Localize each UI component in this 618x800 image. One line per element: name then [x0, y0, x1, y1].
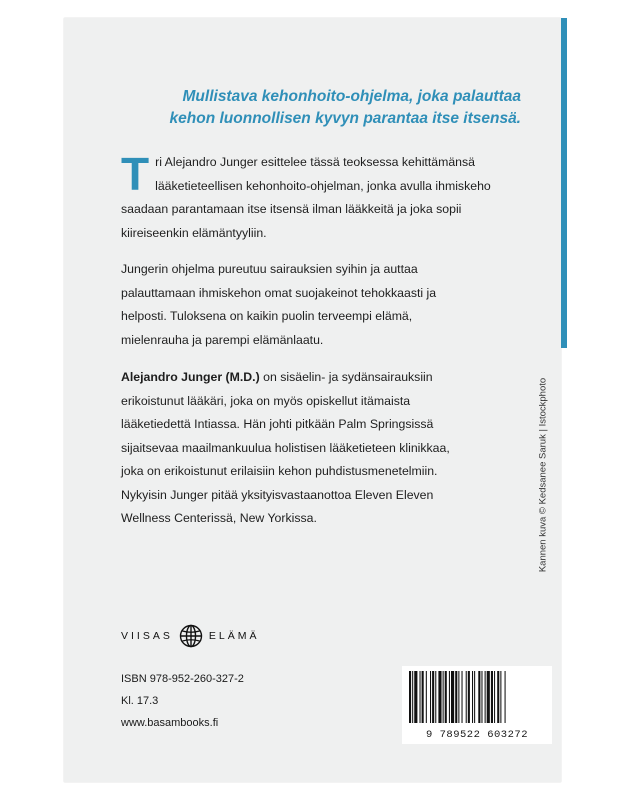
- isbn-text: ISBN 978-952-260-327-2: [121, 673, 244, 685]
- barcode-bar: [426, 671, 427, 723]
- barcode-bar: [474, 671, 475, 723]
- barcode-bar: [500, 671, 501, 723]
- program-paragraph: Jungerin ohjelma pureutuu sairauksien syihin ja auttaa palauttamaan ihmiskehon omat suojakeinot tehokkaasti ja helposti. Tuloksena on kaikin puolin terveempi elämä, mielenrauha ja parempi elämänlaatu.: [121, 262, 437, 347]
- barcode-bar: [432, 671, 434, 723]
- intro-text: ri Alejandro Junger esittelee tässä teoksessa kehittämänsä lääketieteellisen kehonhoito-ohjelman, jonka avulla ihmiskeho saadaan parantamaan itse itsensä ilman lääkkeitä ja joka sopii kiireiseenkin elämäntyyliin.: [121, 155, 491, 240]
- barcode-bar: [420, 671, 421, 723]
- classification-text: Kl. 17.3: [121, 695, 159, 707]
- barcode-bar: [481, 671, 482, 723]
- barcode-bar: [472, 671, 473, 723]
- globe-logo-icon: [179, 624, 203, 648]
- barcode-bar: [487, 671, 490, 723]
- barcode-bar: [409, 671, 411, 723]
- barcode-bar: [497, 671, 499, 723]
- author-paragraph: [121, 366, 451, 531]
- barcode-bar: [451, 671, 454, 723]
- barcode-bar: [445, 671, 447, 723]
- publisher-name-right: ELÄMÄ: [208, 630, 260, 642]
- publisher-logo: [121, 624, 259, 648]
- website-link[interactable]: www.basambooks.fi: [121, 717, 219, 729]
- barcode-bar: [412, 671, 413, 723]
- cover-content: [64, 18, 561, 782]
- author-bio: on sisäelin- ja sydänsairauksiin erikoistunut lääkäri, joka on myös opiskellut itämaista lääketiedettä Intiassa. Hän johti pitkään Palm Springsissä sijaitsevaa maailmankuulua holistisen lääketieteen klinikkaa, joka on erikoistunut erilaisiin kehon puhdistusmenetelmiin. Nykyisin Junger pitää yksityisvastaanottoa Eleven Eleven Wellness Centerissä, New Yorkissa.: [121, 370, 450, 525]
- intro-paragraph: [121, 148, 531, 245]
- barcode-bar: [438, 671, 441, 723]
- tagline: [121, 86, 521, 130]
- barcode-bar: [462, 671, 463, 723]
- tagline-line-2: kehon luonnollisen kyvyn parantaa itse itsensä.: [169, 110, 521, 127]
- barcode-number: 9 789522 603272: [425, 729, 528, 741]
- barcode: [402, 666, 552, 744]
- cover-photo-credit: Kannen kuva © Kedsanee Saruk | Istockphoto: [537, 377, 549, 573]
- tagline-line-1: Mullistava kehonhoito-ohjelma, joka palauttaa: [182, 88, 521, 105]
- barcode-bars: [407, 671, 547, 723]
- publication-info: [121, 668, 244, 734]
- barcode-bar: [455, 671, 457, 723]
- barcode-bar: [494, 671, 495, 723]
- barcode-bar: [430, 671, 431, 723]
- barcode-bar: [435, 671, 436, 723]
- spine-accent-stripe: [561, 18, 567, 348]
- barcode-bar: [478, 671, 480, 723]
- barcode-bar: [466, 671, 467, 723]
- barcode-bar: [414, 671, 417, 723]
- drop-cap: T: [121, 148, 150, 200]
- publisher-name-left: VIISAS: [121, 630, 173, 642]
- barcode-bar: [485, 671, 486, 723]
- barcode-bar: [449, 671, 450, 723]
- barcode-bar: [458, 671, 459, 723]
- barcode-bar: [491, 671, 493, 723]
- author-name: Alejandro Junger (M.D.): [121, 370, 260, 384]
- barcode-bar: [468, 671, 470, 723]
- barcode-bar: [422, 671, 424, 723]
- barcode-bar: [505, 671, 506, 723]
- barcode-bar: [443, 671, 444, 723]
